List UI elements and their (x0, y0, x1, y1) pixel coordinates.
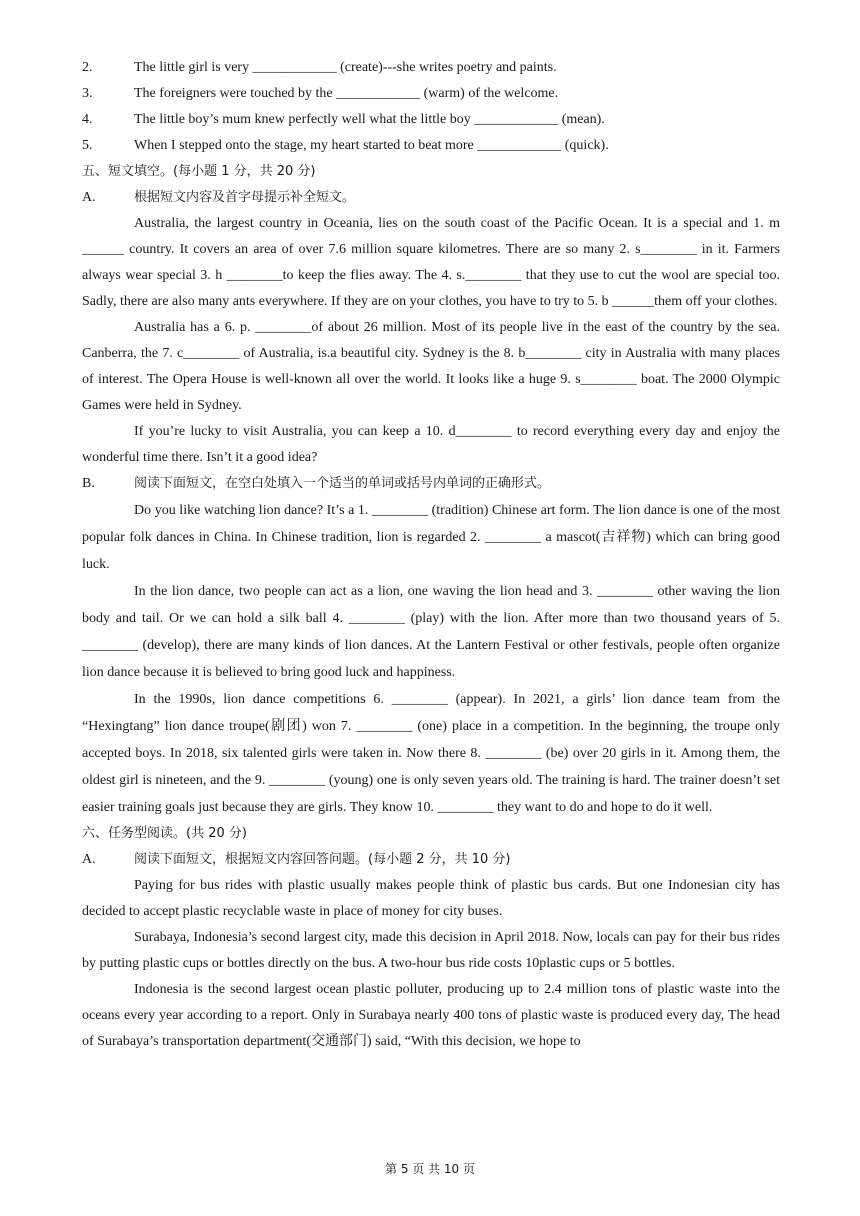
part-instruction: 根据短文内容及首字母提示补全短文。 (134, 190, 356, 205)
question-number: 4. (82, 112, 93, 127)
question-line (82, 133, 780, 159)
page-footer: 第 5 页 共 10 页 (385, 1162, 475, 1176)
passage-paragraph: In the lion dance, two people can act as a lion, one waving the lion head and 3. ________ other waving the lion body and tail. Or we can hold a silk ball 4. ________ (play) with the lion. After more than two thousand years of 5. ________ (develop), there are many kinds of lion dances. At the Lantern Festival or other festivals, people often organize lion dance because it is believed to bring good luck and happiness. (82, 584, 780, 680)
part-label: A. (82, 190, 96, 205)
part-label: B. (82, 476, 95, 491)
passage-paragraph: Indonesia is the second largest ocean plastic polluter, producing up to 2.4 million tons of plastic waste into the oceans every year according to a report. Only in Surabaya nearly 400 tons of plastic waste is produced every day, The head of Surabaya’s transportation department(交通部门) said, “With this decision, we hope to (82, 982, 780, 1049)
part-b-heading (82, 471, 780, 497)
question-text: When I stepped onto the stage, my heart started to beat more ____________ (quick). (134, 138, 609, 153)
question-line (82, 55, 780, 81)
passage-paragraph: Surabaya, Indonesia’s second largest city, made this decision in April 2018. Now, locals can pay for their bus rides by putting plastic cups or bottles directly on the bus. A two-hour bus ride costs 10plastic cups or 5 bottles. (82, 930, 780, 971)
section-five-title: 五、短文填空。(每小题 1 分，共 20 分) (82, 164, 316, 179)
question-number: 5. (82, 138, 93, 153)
question-line (82, 107, 780, 133)
page-content (82, 55, 780, 1055)
passage-paragraph: Australia has a 6. p. ________of about 26 million. Most of its people live in the east of the country by the sea. Canberra, the 7. c________ of Australia, is.a beautiful city. Sydney is the 8. b________ city in Australia with many places of interest. The Opera House is well-known all over the world. It looks like a huge 9. s________ boat. The 2000 Olympic Games were held in Sydney. (82, 320, 780, 413)
passage-paragraph: In the 1990s, lion dance competitions 6. ________ (appear). In 2021, a girls’ lion dance team from the “Hexingtang” lion dance troupe(剧团) won 7. ________ (one) place in a competition. In the beginning, the troupe only accepted boys. In 2018, six talented girls were taken in. Now there 8. ________ (be) over 20 girls in it. Among them, the oldest girl is nineteen, and the 9. ________ (young) one is only seven years old. The training is hard. The trainer doesn’t set easier training goals just because they are girls. They know 10. ________ they want to do and hope to do it well. (82, 692, 780, 815)
question-number: 2. (82, 60, 93, 75)
question-number: 3. (82, 86, 93, 101)
passage-paragraph: Paying for bus rides with plastic usually makes people think of plastic bus cards. But one Indonesian city has decided to accept plastic recyclable waste in place of money for city buses. (82, 878, 780, 919)
part-label: A. (82, 852, 96, 867)
part-a-heading (82, 847, 780, 873)
question-line (82, 81, 780, 107)
question-text: The foreigners were touched by the ____________ (warm) of the welcome. (134, 86, 559, 101)
passage-paragraph: Do you like watching lion dance? It’s a 1. ________ (tradition) Chinese art form. The lion dance is one of the most popular folk dances in China. In Chinese tradition, lion is regarded 2. ________ a mascot(吉祥物) which can bring good luck. (82, 503, 780, 572)
part-instruction: 阅读下面短文，在空白处填入一个适当的单词或括号内单词的正确形式。 (134, 476, 551, 491)
section-six-title: 六、任务型阅读。(共 20 分) (82, 826, 247, 841)
question-text: The little girl is very ____________ (create)---she writes poetry and paints. (134, 60, 557, 75)
question-text: The little boy’s mum knew perfectly well what the little boy ____________ (mean). (134, 112, 605, 127)
part-instruction: 阅读下面短文，根据短文内容回答问题。(每小题 2 分，共 10 分) (134, 852, 511, 867)
passage-paragraph: Australia, the largest country in Oceania, lies on the south coast of the Pacific Ocean. It is a special and 1. m ______ country. It covers an area of over 7.6 million square kilometres. There are so many 2. s________ in it. Farmers always wear special 3. h ________to keep the flies away. The 4. s.________ that they use to cut the wool are special too. Sadly, there are also many ants everywhere. If they are on your clothes, you have to try to 5. b ______them off your clothes. (82, 216, 780, 309)
part-a-heading (82, 185, 780, 211)
passage-paragraph: If you’re lucky to visit Australia, you can keep a 10. d________ to record everything every day and enjoy the wonderful time there. Isn’t it a good idea? (82, 424, 780, 465)
